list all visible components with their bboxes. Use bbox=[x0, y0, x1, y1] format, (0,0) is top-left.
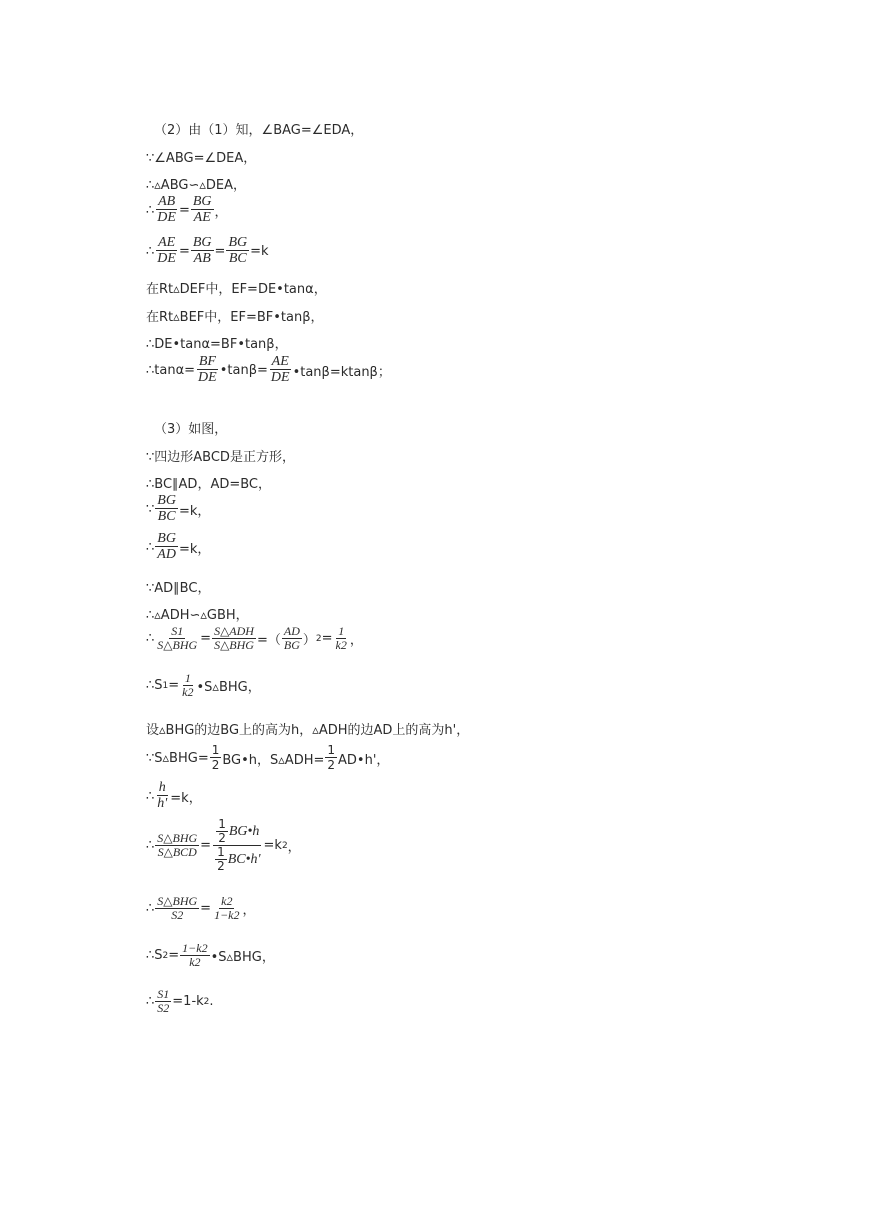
fraction: $\frac{1}{2}$ bbox=[327, 743, 336, 772]
p2-line-3: ∴▵ABG∽▵DEA， bbox=[146, 178, 246, 193]
p3-line-14: ∴ $\frac{\text{S△BHG}}{S2}$ = $\frac{k2}{1-k2}$ ， bbox=[146, 894, 256, 922]
p3-line-2: ∵四边形ABCD是正方形， bbox=[146, 450, 295, 465]
fraction: $\frac{\text{S△BHG}}{S2}$ bbox=[157, 894, 198, 922]
p3-line-12: ∴ $\frac{h}{h'}$ =k， bbox=[146, 780, 202, 811]
fraction: $\frac{BG}{AE}$ bbox=[192, 194, 212, 225]
p3-line-9: ∴S 1 = $\frac{1}{k2}$ •S▵BHG， bbox=[146, 671, 261, 699]
fraction: $\frac{AE}{DE}$ bbox=[157, 235, 176, 266]
p2-line-5: ∴ $\frac{AE}{DE}$ = $\frac{BG}{AB}$ = $\frac{BG}{BC}$ =k bbox=[146, 235, 269, 266]
p2-line-2: ∵∠ABG=∠DEA， bbox=[146, 151, 257, 166]
fraction: $\frac{1}{k2}$ bbox=[182, 671, 194, 699]
fraction: $\frac{BF}{DE}$ bbox=[198, 354, 217, 385]
p3-line-1: （3）如图， bbox=[154, 422, 228, 437]
p3-line-6: ∵AD∥BC， bbox=[146, 581, 211, 596]
compound-fraction: $\frac{1}{2}$ BG•h $\frac{1}{2}$ BC•h' bbox=[212, 818, 262, 873]
p3-line-5: ∴ $\frac{BG}{AD}$ =k， bbox=[146, 531, 211, 562]
fraction: $\frac{1}{2}$ bbox=[211, 743, 220, 772]
p2-line-4: ∴ $\frac{AB}{DE}$ = $\frac{BG}{AE}$ ， bbox=[146, 194, 228, 225]
p3-line-4: ∵ $\frac{BG}{BC}$ =k， bbox=[146, 493, 211, 524]
fraction: $\frac{S1}{S2}$ bbox=[157, 987, 170, 1015]
p2-line-7: 在Rt▵BEF中，EF=BF•tanβ， bbox=[146, 310, 324, 325]
p2-line-6: 在Rt▵DEF中，EF=DE•tanα， bbox=[146, 282, 327, 297]
fraction: $\frac{h}{h'}$ bbox=[157, 780, 168, 811]
p3-line-16: ∴ $\frac{S1}{S2}$ =1-k 2 . bbox=[146, 987, 214, 1015]
fraction: $\frac{\text{S△BHG}}{\text{S△BCD}}$ bbox=[157, 831, 198, 859]
p3-line-11: ∵S▵BHG= $\frac{1}{2}$ BG•h，S▵ADH= $\frac{1}{2}$ AD•h'， bbox=[146, 743, 390, 772]
fraction: $\frac{BG}{BC}$ bbox=[228, 235, 248, 266]
p2-line-8: ∴DE•tanα=BF•tanβ， bbox=[146, 337, 288, 352]
fraction: $\frac{1}{k2}$ bbox=[335, 624, 347, 652]
p3-line-8: ∴ $\frac{S1}{\text{S△BHG}}$ = $\frac{\text{S△ADH}}{\text{S△BHG}}$ =（ $\frac{AD}{BG}$ ） 2 = $\frac{1}{k2}$ ， bbox=[146, 624, 363, 652]
p3-line-15: ∴S 2 = $\frac{1-k2}{k2}$ •S▵BHG， bbox=[146, 941, 275, 969]
p3-line-3: ∴BC∥AD，AD=BC， bbox=[146, 477, 272, 492]
p2-line-1: （2）由（1）知，∠BAG=∠EDA， bbox=[154, 123, 364, 138]
fraction: $\frac{\text{S△ADH}}{\text{S△BHG}}$ bbox=[214, 624, 254, 652]
fraction: $\frac{S1}{\text{S△BHG}}$ bbox=[157, 624, 198, 652]
fraction: $\frac{BG}{BC}$ bbox=[157, 493, 176, 524]
fraction: $\frac{AE}{DE}$ bbox=[270, 354, 290, 385]
p3-line-7: ∴▵ADH∽▵GBH， bbox=[146, 608, 249, 623]
fraction: $\frac{AD}{BG}$ bbox=[283, 624, 300, 652]
fraction: $\frac{1-k2}{k2}$ bbox=[182, 941, 208, 969]
p2-line-9: ∴tanα= $\frac{BF}{DE}$ •tanβ= $\frac{AE}{DE}$ •tanβ=ktanβ； bbox=[146, 354, 391, 385]
fraction: $\frac{BG}{AB}$ bbox=[192, 235, 212, 266]
fraction: $\frac{k2}{1-k2}$ bbox=[214, 894, 240, 922]
fraction: $\frac{AB}{DE}$ bbox=[157, 194, 176, 225]
p3-line-13: ∴ $\frac{\text{S△BHG}}{\text{S△BCD}}$ = $\frac{1}{2}$ BG•h $\frac{1}{2}$ BC•h' =k 2 ， bbox=[146, 817, 301, 873]
fraction: $\frac{BG}{AD}$ bbox=[157, 531, 176, 562]
p3-line-10: 设▵BHG的边BG上的高为h，▵ADH的边AD上的高为h'， bbox=[146, 723, 470, 738]
